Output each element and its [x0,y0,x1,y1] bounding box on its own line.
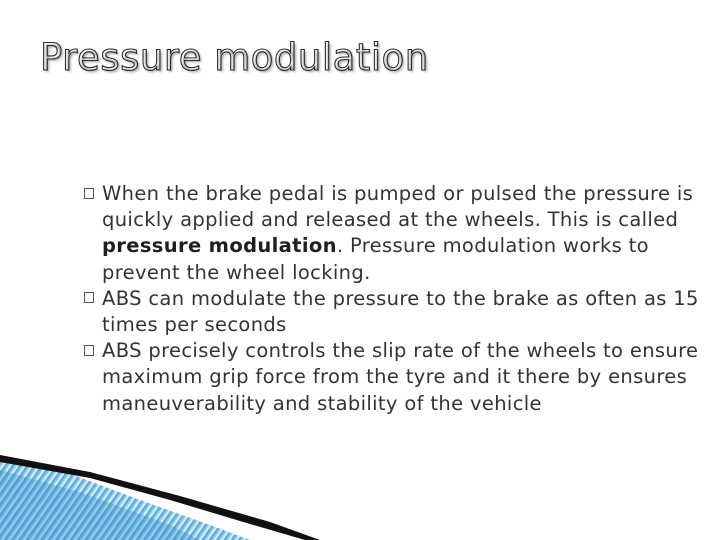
bullet-square-icon [84,345,94,356]
blue-wave-highlight [0,470,200,540]
list-item [84,181,709,286]
bullet-bold-term: pressure modulation [102,234,337,258]
list-item [84,286,709,338]
bullet-square-icon [84,188,94,199]
blue-wave-shape [0,455,250,540]
page-title: Pressure modulation [40,36,429,79]
bullet-text: ABS can modulate the pressure to the brake as often as 15 times per seconds [102,286,699,337]
bullet-list [84,181,709,417]
bullet-text: When the brake pedal is pumped or pulsed the pressure is quickly applied and released at the wheels. This is called [102,182,694,232]
black-swoosh-line [0,455,320,540]
bullet-text-after: . Pressure modulation works to prevent the wheel locking. [102,234,649,284]
list-item [84,338,709,417]
bullet-text: ABS precisely controls the slip rate of the wheels to ensure maximum grip force from the tyre and it there by ensures maneuverability and stability of the vehicle [102,339,699,415]
bullet-square-icon [84,292,94,303]
